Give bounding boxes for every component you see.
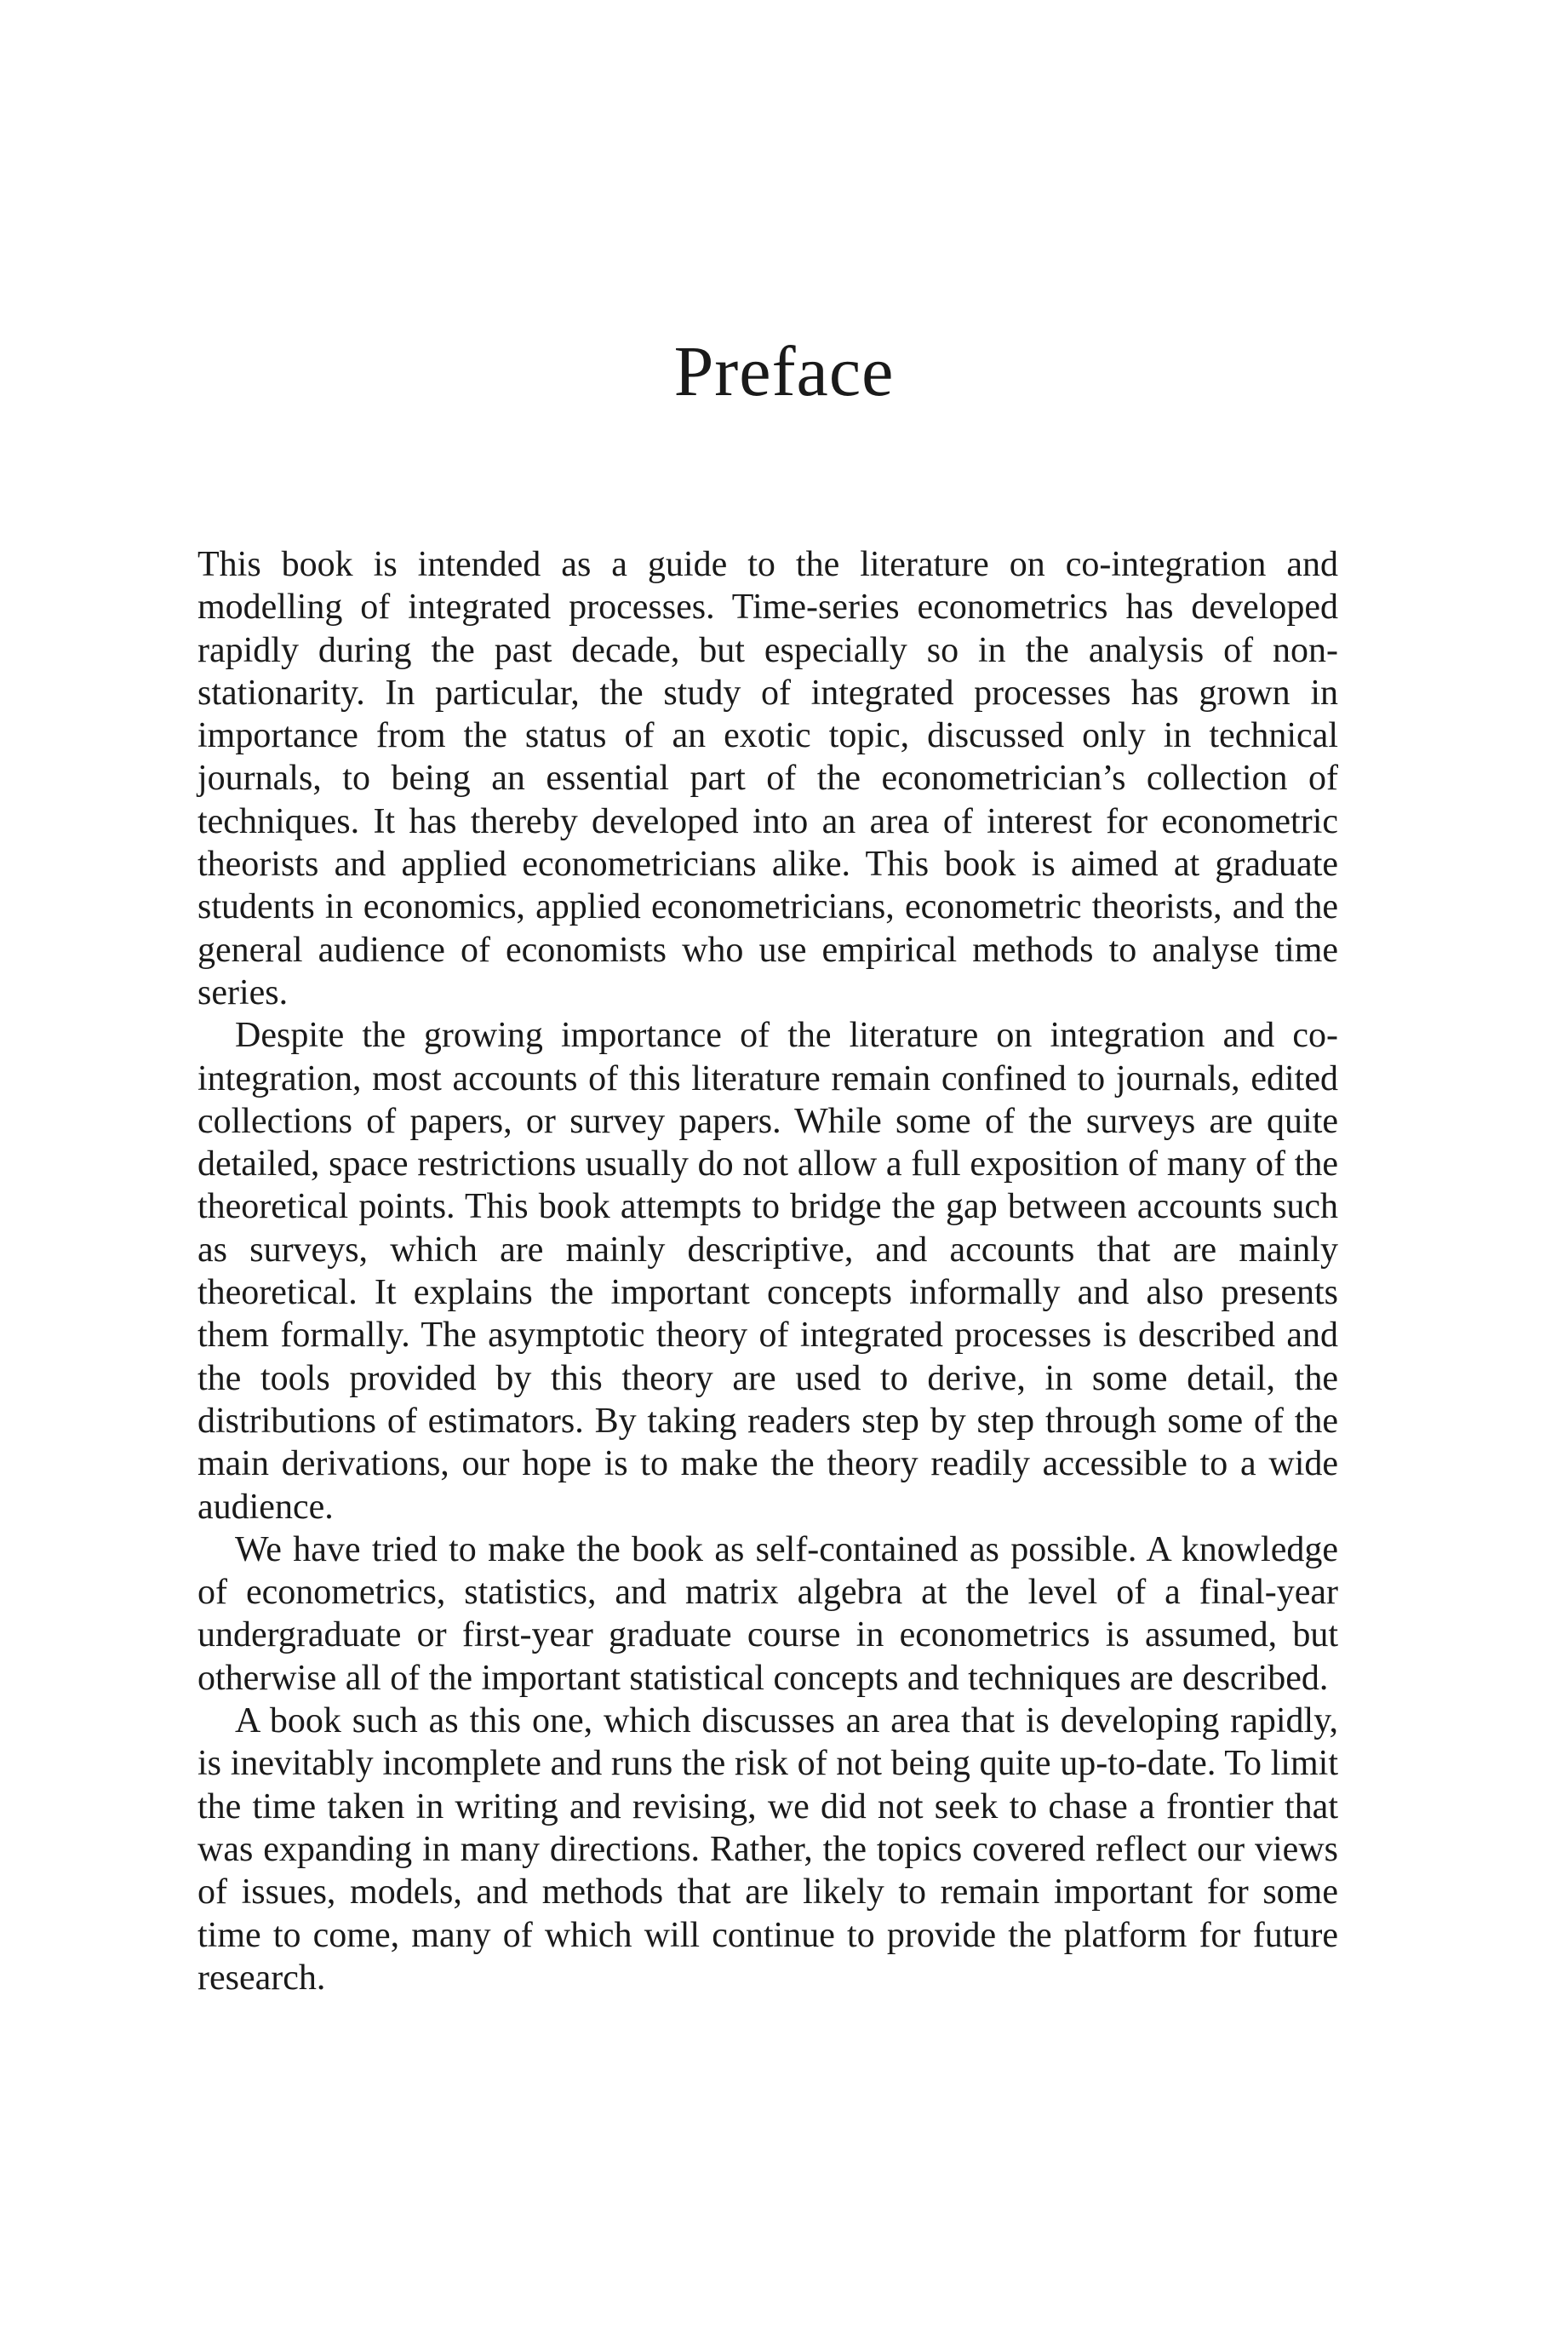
paragraph-4: A book such as this one, which discusses an area that is developing rapidly, is inevitably incomplete and runs the risk of not being quite up-to-date. To limit the time taken in writing and revising, we did not seek to chase a frontier that was expanding in many directions. Rather, the topics covered reflect our views of issues, models, and methods that are likely to remain important for some time to come, many of which will continue to provide the platform for future research. <box>197 1701 1338 1998</box>
page-title: Preface <box>673 332 895 411</box>
paragraph-2: Despite the growing importance of the literature on integration and co-integration, most accounts of this literature remain confined to journals, edited collections of papers, or survey papers. While some of the surveys are quite detailed, space restrictions usually do not allow a full exposition of many of the theoretical points. This book attempts to bridge the gap between accounts such as surveys, which are mainly descriptive, and accounts that are mainly theoretical. It explains the important concepts informally and also presents them formally. The asymptotic theory of integrated processes is described and the tools provided by this theory are used to derive, in some detail, the distributions of estimators. By taking readers step by step through some of the main derivations, our hope is to make the theory readily accessible to a wide audience. <box>197 1016 1338 1527</box>
preface-body <box>197 543 1338 1999</box>
paragraph-1: This book is intended as a guide to the literature on co-integration and modelling of integrated processes. Time-series econometrics has developed rapidly during the past decade, but especially so in the analysis of non-stationarity. In particular, the study of integrated processes has grown in importance from the status of an exotic topic, discussed only in technical journals, to being an essential part of the econometrician’s collection of techniques. It has thereby developed into an area of interest for econometric theorists and applied econometricians alike. This book is aimed at graduate students in economics, applied econometricians, econometric theorists, and the general audience of economists who use empirical methods to analyse time series. <box>197 545 1338 1012</box>
paragraph-3: We have tried to make the book as self-contained as possible. A knowledge of econometrics, statistics, and matrix algebra at the level of a final-year undergraduate or first-year graduate course in econometrics is assumed, but otherwise all of the important statistical concepts and techniques are described. <box>197 1529 1338 1698</box>
